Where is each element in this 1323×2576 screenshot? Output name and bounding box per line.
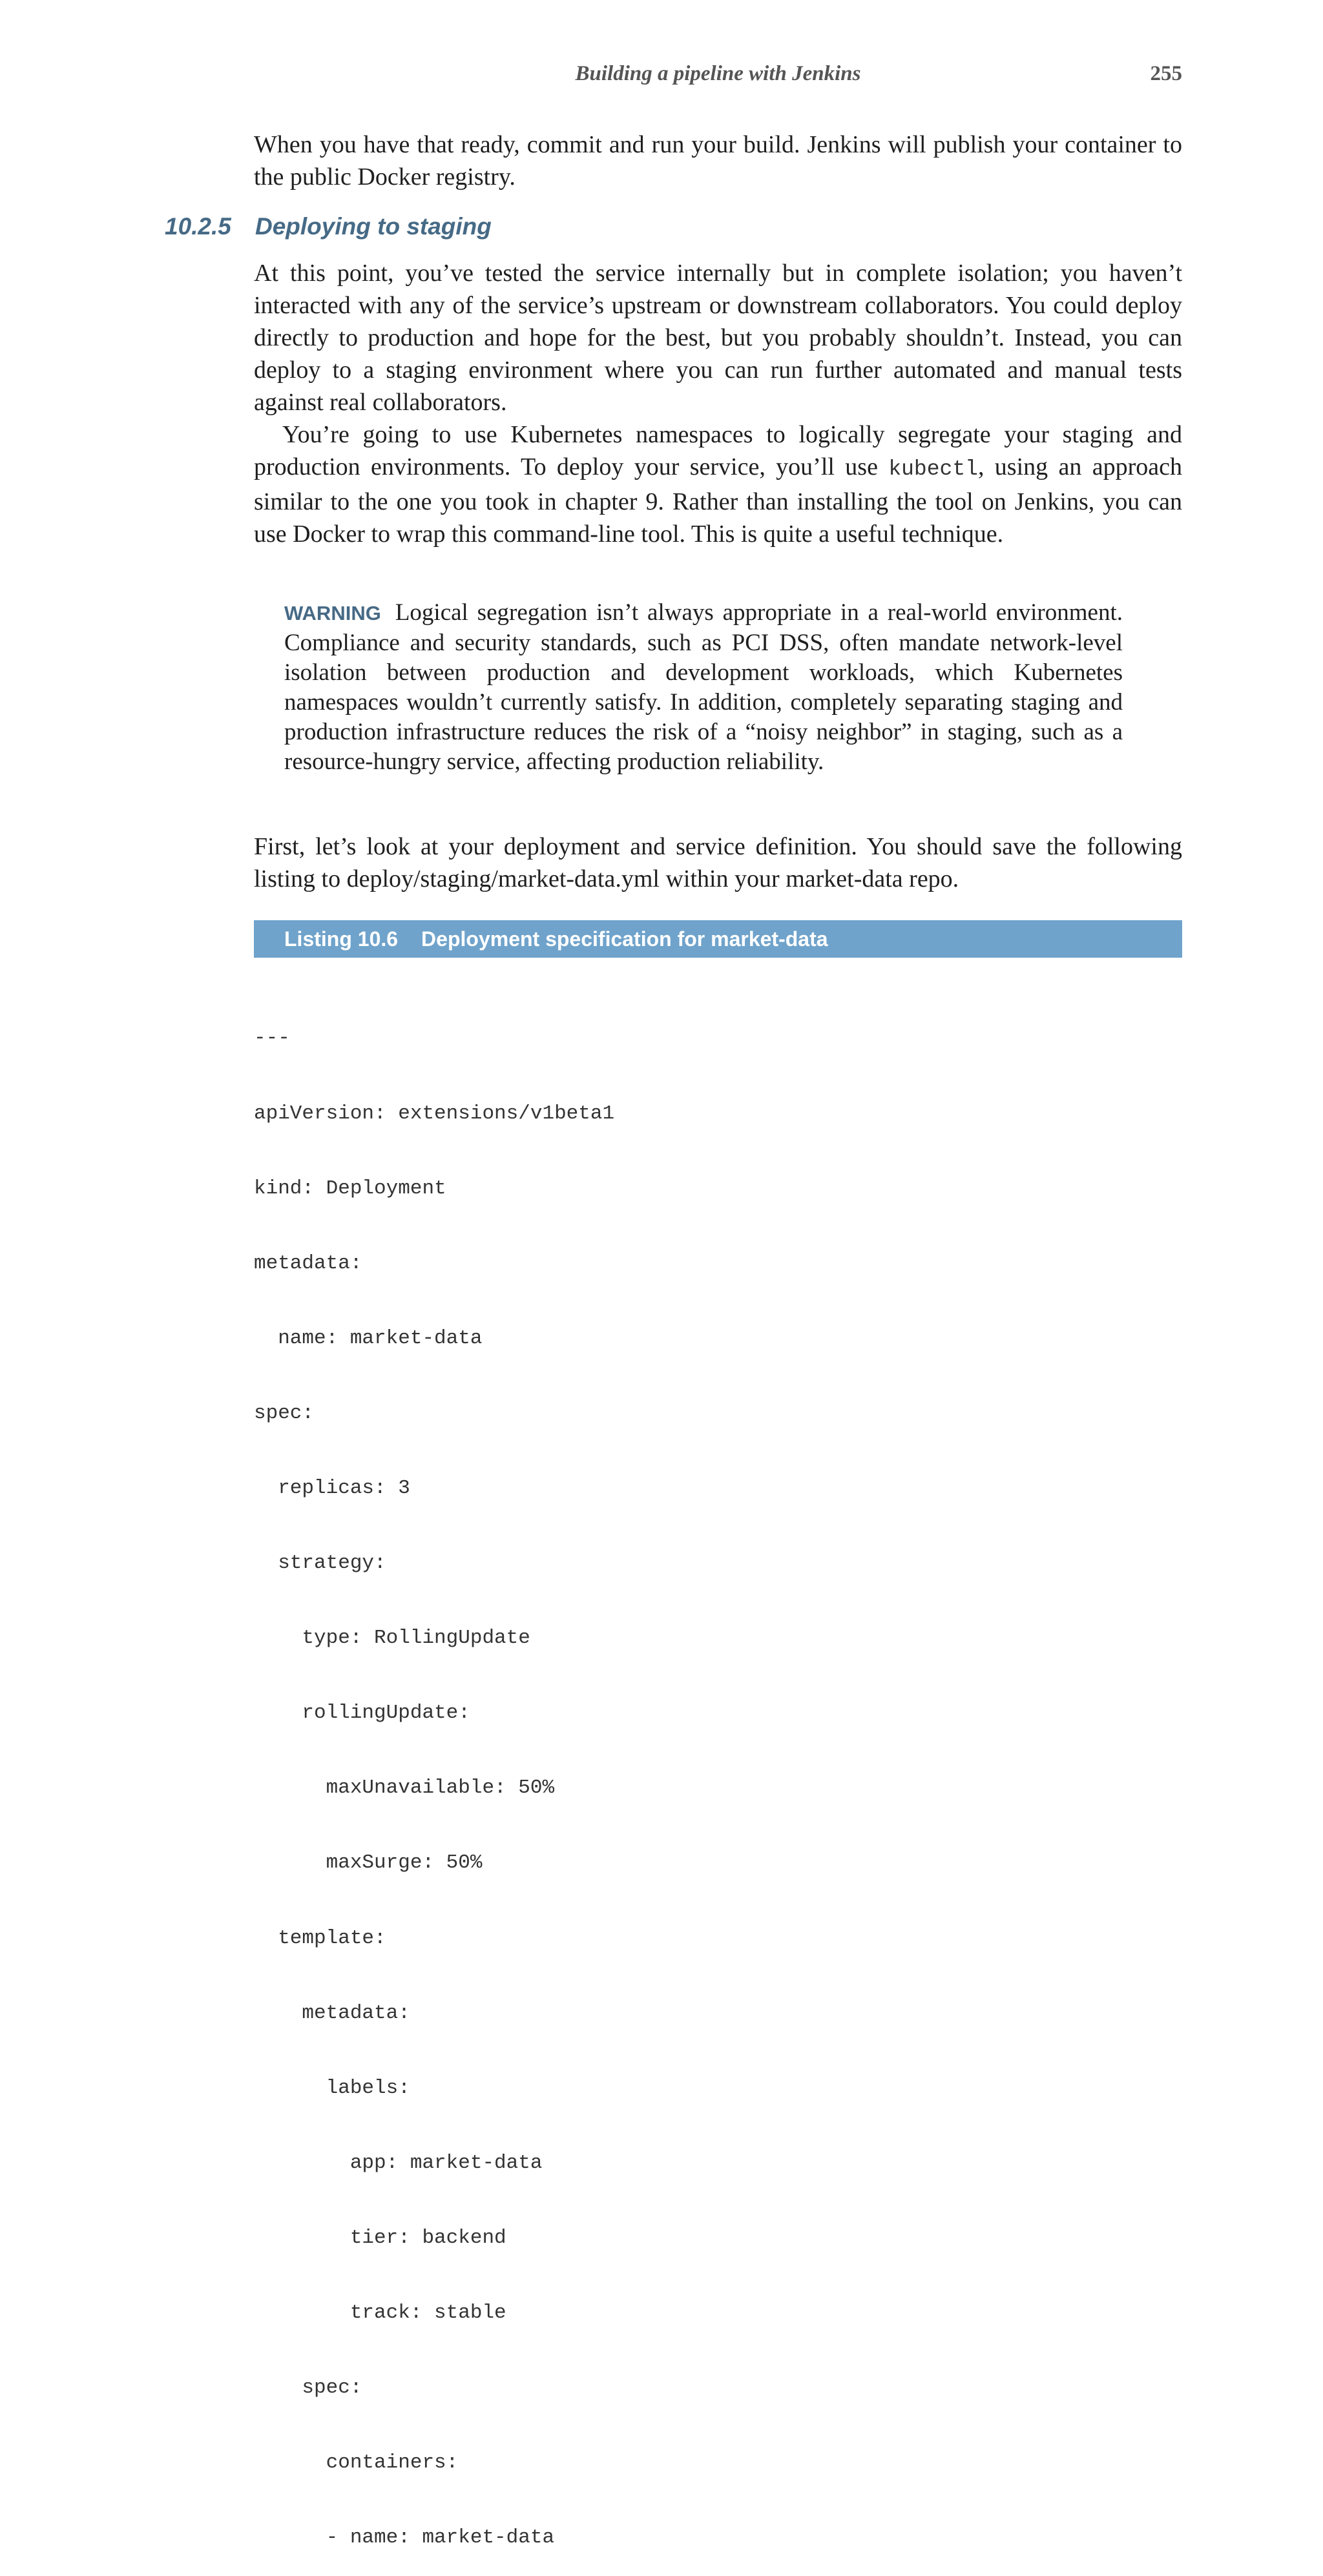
code-line: kind: Deployment (254, 1177, 446, 1200)
code-line: maxUnavailable: 50% (254, 1777, 555, 1800)
paragraph-namespaces (254, 418, 1182, 550)
listing-title: Deployment specification for market-data (421, 927, 828, 951)
code-line: template: (254, 1926, 386, 1950)
paragraph-namespaces-part-2: , using an approach similar to the one you took in chapter 9. Rather than installing the tool on Jenkins, you can use Docker to wrap this command-line tool. This is quite a useful technique. (254, 453, 1182, 548)
code-line: metadata: (254, 1252, 362, 1275)
paragraph-staging-intro: At this point, you’ve tested the service internally but in complete isolation; you haven’t interacted with any of the service’s upstream or downstream collaborators. You could deploy directly to production and hope for the best, but you probably shouldn’t. Instead, you can deploy to a staging environment where you can run further automated and manual tests against real collaborators. (254, 260, 1182, 416)
code-line: --- (254, 1027, 290, 1050)
code-line: app: market-data (254, 2151, 543, 2174)
warning-text: Logical segregation isn’t always appropriate in a real-world environment. Compliance and security standards, such as PCI DSS, often mandate network-level isolation between production and development workloads, which Kubernetes namespaces wouldn’t currently satisfy. In addition, completely separating staging and production infrastructure reduces the risk of a “noisy neighbor” in staging, such as a resource-hungry service, affecting production reliability. (284, 599, 1123, 775)
code-line: - name: market-data (254, 2526, 555, 2550)
code-line: name: market-data (254, 1326, 483, 1350)
paragraph-listing-intro: First, let’s look at your deployment and service definition. You should save the following listing to deploy/staging/market-data.yml within your market-data repo. (254, 833, 1182, 892)
listing-number: Listing 10.6 (284, 927, 399, 951)
code-line: strategy: (254, 1552, 386, 1575)
running-title: Building a pipeline with Jenkins (575, 62, 861, 85)
code-line: type: RollingUpdate (254, 1627, 530, 1650)
section-title: Deploying to staging (255, 213, 492, 240)
paragraph-namespaces-part-1: You’re going to use Kubernetes namespaces to logically segregate your staging and production environments. To deploy your service, you’ll use (254, 421, 1182, 480)
running-head (254, 62, 1182, 90)
code-line: apiVersion: extensions/v1beta1 (254, 1102, 615, 1125)
kubectl-inline-code: kubectl (888, 457, 978, 481)
code-line: labels: (254, 2076, 410, 2099)
warning-label: WARNING (284, 602, 381, 624)
intro-paragraph: When you have that ready, commit and run your build. Jenkins will publish your container to the public Docker registry. (254, 131, 1182, 191)
code-line: replicas: 3 (254, 1476, 410, 1499)
code-line: spec: (254, 1401, 315, 1425)
listing-caption-bar (254, 920, 1182, 958)
code-line: tier: backend (254, 2226, 506, 2249)
code-line: maxSurge: 50% (254, 1851, 483, 1875)
page-number: 255 (1150, 62, 1182, 85)
code-listing (254, 976, 1182, 2576)
code-line: containers: (254, 2451, 459, 2475)
section-number: 10.2.5 (165, 213, 231, 240)
section-heading (165, 213, 492, 240)
warning-note (284, 598, 1123, 777)
code-line: rollingUpdate: (254, 1702, 470, 1725)
code-line: spec: (254, 2376, 362, 2400)
code-line: track: stable (254, 2302, 506, 2324)
code-line: metadata: (254, 2001, 410, 2025)
